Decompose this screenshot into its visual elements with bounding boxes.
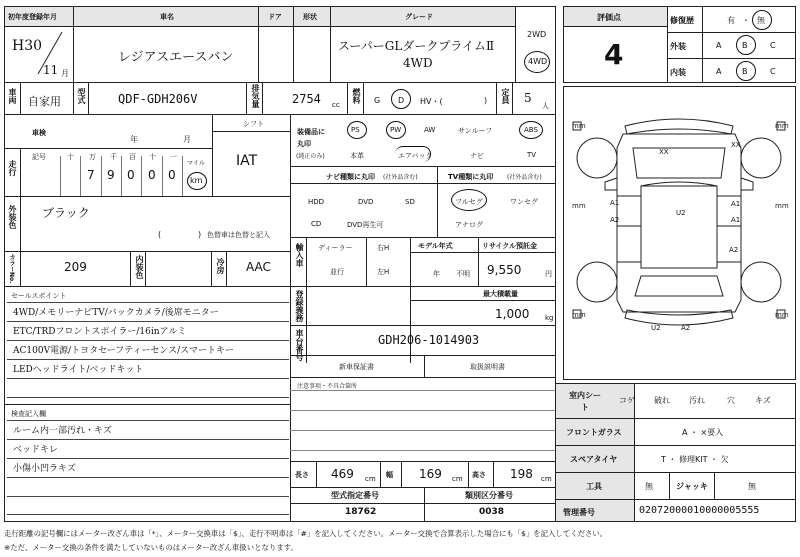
navi-dvd: DVD xyxy=(358,198,374,206)
mark-xx-1: XX xyxy=(659,148,669,156)
mm-tl: mm xyxy=(572,122,586,130)
sales-point-3: AC100V電源/トヨタセーフティーセンス/スマートキー xyxy=(13,346,234,356)
ext-grade-b: B xyxy=(742,41,748,50)
shift-label: シフト xyxy=(243,120,264,128)
exterior-label: 外装 xyxy=(670,42,686,51)
color-no-label: カラーNo. xyxy=(8,254,15,284)
repair-no: 無 xyxy=(757,16,765,25)
eq-ps: PS xyxy=(351,126,360,134)
capacity-label: 定員 xyxy=(501,88,510,104)
reg-month-unit: 月 xyxy=(61,69,69,78)
digit-place-4: 十 xyxy=(149,153,156,161)
recycle-fee-value: 9,550 xyxy=(487,263,522,277)
aircon-value: AAC xyxy=(246,260,271,274)
interior-color-label: 内装色 xyxy=(135,255,144,279)
eq-leather: 本革 xyxy=(350,152,364,160)
glass-label: フロントガラス xyxy=(566,428,622,437)
tv-title: TV種類に丸印 xyxy=(448,173,494,181)
height-value: 198 xyxy=(510,467,533,481)
inspection-label: 車検 xyxy=(32,129,46,137)
grade-line1: スーパーGLダークプライムⅡ xyxy=(338,39,495,53)
score-value: 4 xyxy=(604,38,624,71)
drive-4wd: 4WD xyxy=(528,57,548,66)
sales-point-4: LEDヘッドライト/ベッドキット xyxy=(13,365,144,375)
mileage-digit-3: 0 xyxy=(148,168,156,182)
repair-sep: ・ xyxy=(742,16,750,25)
mileage-mark-label: 記号 xyxy=(32,153,46,161)
category-code-value: 0038 xyxy=(479,507,505,517)
notes-label: 注意事項・不具合箇所 xyxy=(297,383,358,390)
displacement-value: 2754 xyxy=(292,92,321,106)
interior-label: 内装 xyxy=(670,68,686,77)
eq-aw: AW xyxy=(424,126,436,134)
spare-label: スペアタイヤ xyxy=(570,455,618,464)
repair-label: 修復歴 xyxy=(670,16,694,25)
navi-note: (社外品含む) xyxy=(383,174,418,181)
reg-month: 11 xyxy=(43,63,59,77)
mark-u2-roof: U2 xyxy=(676,209,686,217)
mm-ml: mm xyxy=(572,202,586,210)
inspection-year-unit: 年 xyxy=(130,135,138,144)
color-note: 色替車は色替と記入 xyxy=(207,231,270,239)
mileage-unit-mile: マイル xyxy=(187,160,205,167)
max-load-label: 最大積載量 xyxy=(483,290,518,298)
inspection-note-2: ベッドキレ xyxy=(13,445,58,455)
displacement-unit: cc xyxy=(332,101,340,109)
length-label: 長さ xyxy=(295,471,309,479)
mileage-label: 走行 xyxy=(8,160,17,176)
aircon-label: 冷房 xyxy=(216,258,225,274)
tv-note: (社外品含む) xyxy=(507,174,542,181)
eq-pw: PW xyxy=(390,126,402,134)
mileage-digit-2: 0 xyxy=(127,168,135,182)
eq-sunroof: サンルーフ xyxy=(458,127,493,135)
left-h-label: 左H xyxy=(377,268,390,276)
shift-value: IAT xyxy=(236,153,258,169)
glass-value: A ・ ×要入 xyxy=(682,428,724,437)
reg-year-label: 初年度登録年月 xyxy=(8,13,57,21)
fuel-hv-close: ) xyxy=(484,96,488,105)
navi-title: ナビ種類に丸印 xyxy=(326,173,375,181)
fuel-g: G xyxy=(374,96,381,105)
int-grade-c: C xyxy=(770,67,776,76)
int-grade-b: B xyxy=(742,67,748,76)
recycle-unit: 円 xyxy=(545,270,552,278)
seat-label: 室内シート xyxy=(569,391,601,412)
mark-a1-right-bottom: A1 xyxy=(731,216,741,224)
eq-abs: ABS xyxy=(524,126,538,134)
exterior-color-value: ブラック xyxy=(42,206,90,220)
manual-label: 取扱説明書 xyxy=(470,363,505,371)
mark-a2-rear: A2 xyxy=(681,324,691,332)
category-code-label: 類別区分番号 xyxy=(465,491,513,500)
jack-label: ジャッキ xyxy=(676,482,708,491)
car-name-label: 車名 xyxy=(160,13,174,21)
mileage-unit-km: km xyxy=(190,176,203,185)
width-value: 169 xyxy=(419,467,442,481)
seat-item-2: 破れ xyxy=(654,396,670,405)
mark-u2-rear: U2 xyxy=(651,324,661,332)
model-code-value: QDF-GDH206V xyxy=(118,92,198,106)
seat-item-1: コゲ xyxy=(619,396,635,405)
seat-item-4: 穴 xyxy=(727,396,735,405)
color-note-open: ( xyxy=(158,230,162,239)
navi-hdd: HDD xyxy=(308,198,325,206)
mm-bl: mm xyxy=(572,311,586,319)
mm-mr: mm xyxy=(775,202,789,210)
mark-a1-right-top: A1 xyxy=(731,200,741,208)
mark-a2-left: A2 xyxy=(610,216,620,224)
grade-line2: 4WD xyxy=(403,56,433,70)
displacement-label: 排気量 xyxy=(251,84,260,108)
equipment-label: 装備品に丸印 xyxy=(297,128,325,148)
type-designation-label: 型式指定番号 xyxy=(331,491,379,500)
model-year-label: モデル年式 xyxy=(418,242,453,250)
door-label: ドア xyxy=(268,13,282,21)
ext-grade-a: A xyxy=(716,41,722,50)
repair-yes: 有 xyxy=(727,16,735,25)
model-year-value: 不明 xyxy=(456,270,470,278)
max-load-value: 1,000 xyxy=(495,307,530,321)
model-year-kanji: 年 xyxy=(433,270,440,278)
navi-sd: SD xyxy=(405,198,415,206)
height-label: 高さ xyxy=(472,471,486,479)
car-name-value: レジアスエースバン xyxy=(118,50,234,65)
fuel-label: 燃料 xyxy=(352,88,361,104)
era-year: H30 xyxy=(12,38,43,54)
digit-place-5: 一 xyxy=(170,153,177,161)
int-grade-a: A xyxy=(716,67,722,76)
jack-value: 無 xyxy=(748,482,756,491)
equipment-note: (純正のみ) xyxy=(296,153,325,160)
spare-value: T ・ 修理KIT ・ 欠 xyxy=(661,455,729,464)
eq-airbag: エアバック xyxy=(398,152,433,160)
mark-a2-right: A2 xyxy=(729,246,739,254)
new-warranty-label: 新車保証書 xyxy=(339,363,374,371)
tool-label: 工具 xyxy=(586,482,602,491)
color-note-close: ) xyxy=(198,230,202,239)
score-label: 評価点 xyxy=(597,13,621,22)
chassis-no-label: 車台番号 xyxy=(295,329,304,361)
seat-item-5: キズ xyxy=(755,396,771,405)
mileage-digit-0: 7 xyxy=(87,168,95,182)
length-unit: cm xyxy=(365,475,376,483)
tv-oneseg: ワンセグ xyxy=(510,198,538,206)
inspection-notes-label: 検査記入欄 xyxy=(11,410,46,418)
exterior-color-label: 外装色 xyxy=(8,205,17,229)
inspection-note-1: ルーム内一部汚れ・キズ xyxy=(13,426,112,436)
registration-note-label: 登録義務 xyxy=(295,290,304,322)
drive-2wd: 2WD xyxy=(527,30,547,39)
navi-cd: CD xyxy=(311,220,322,228)
inspection-month-unit: 月 xyxy=(183,135,191,144)
use-type-value: 自家用 xyxy=(28,95,61,108)
digit-place-2: 千 xyxy=(110,153,117,161)
fuel-hv: HV・( xyxy=(420,97,443,106)
width-unit: cm xyxy=(452,475,463,483)
fuel-d: D xyxy=(398,96,405,105)
max-load-unit: kg xyxy=(545,314,554,322)
capacity-value: 5 xyxy=(524,91,532,105)
eq-navi: ナビ xyxy=(470,152,484,160)
tv-fullseg: フルセグ xyxy=(455,198,483,206)
tool-value: 無 xyxy=(645,482,653,491)
model-type-label: 型式 xyxy=(77,88,86,104)
mileage-digit-1: 9 xyxy=(107,168,115,182)
management-no-label: 管理番号 xyxy=(563,508,595,517)
right-h-label: 右H xyxy=(377,244,390,252)
parallel-label: 並行 xyxy=(330,268,344,276)
mm-br: mm xyxy=(775,311,789,319)
selling-points-label: セールスポイント xyxy=(11,292,67,300)
digit-place-3: 百 xyxy=(129,153,136,161)
color-number-value: 209 xyxy=(64,260,87,274)
header-row xyxy=(5,7,515,26)
mark-a1-left: A1 xyxy=(610,199,620,207)
chassis-number-value: GDH206-1014903 xyxy=(378,333,480,347)
mm-tr: mm xyxy=(775,122,789,130)
navi-dvd-play: DVD再生可 xyxy=(347,221,384,229)
footer-line2: ※ただ、メーター交換の条件を満たしていないものはメーター改ざん車扱いとなります。 xyxy=(4,543,298,552)
sales-point-1: 4WD/メモリーナビTV/バックカメラ/後席モニター xyxy=(13,308,219,318)
digit-place-1: 万 xyxy=(89,153,96,161)
car-diagram xyxy=(563,86,796,380)
mark-xx-2: XX xyxy=(731,141,741,149)
mileage-digit-4: 0 xyxy=(168,168,176,182)
digit-place-0: 十 xyxy=(67,153,74,161)
vehicle-use-label: 車両 xyxy=(8,88,17,104)
shape-label: 形状 xyxy=(303,13,317,21)
eq-tv: TV xyxy=(527,151,537,159)
management-no-value: 02072000010000005555 xyxy=(639,505,760,516)
seat-item-3: 汚れ xyxy=(689,396,705,405)
width-label: 幅 xyxy=(386,471,393,479)
sales-point-2: ETC/TRDフロントスポイラー/16inアルミ xyxy=(13,327,187,337)
inspection-note-3: 小傷小凹ラキズ xyxy=(13,464,76,474)
dealer-label: ディーラー xyxy=(318,244,353,252)
recycle-label: リサイクル預託金 xyxy=(482,242,538,250)
type-designation-value: 18762 xyxy=(345,507,377,517)
footer-line1: 走行距離の記号欄にはメーター改ざん車は「*」、メーター交換車は「$」、走行不明車は「#」を記入してください。メーター交換で合算表示した場合にも「$」を記入してください。 xyxy=(4,529,608,538)
import-label: 輸入車 xyxy=(295,243,304,267)
height-unit: cm xyxy=(541,475,552,483)
tv-analog: アナログ xyxy=(455,221,483,229)
length-value: 469 xyxy=(331,467,354,481)
grade-label: グレード xyxy=(405,13,433,21)
capacity-unit: 人 xyxy=(542,102,549,110)
ext-grade-c: C xyxy=(770,41,776,50)
